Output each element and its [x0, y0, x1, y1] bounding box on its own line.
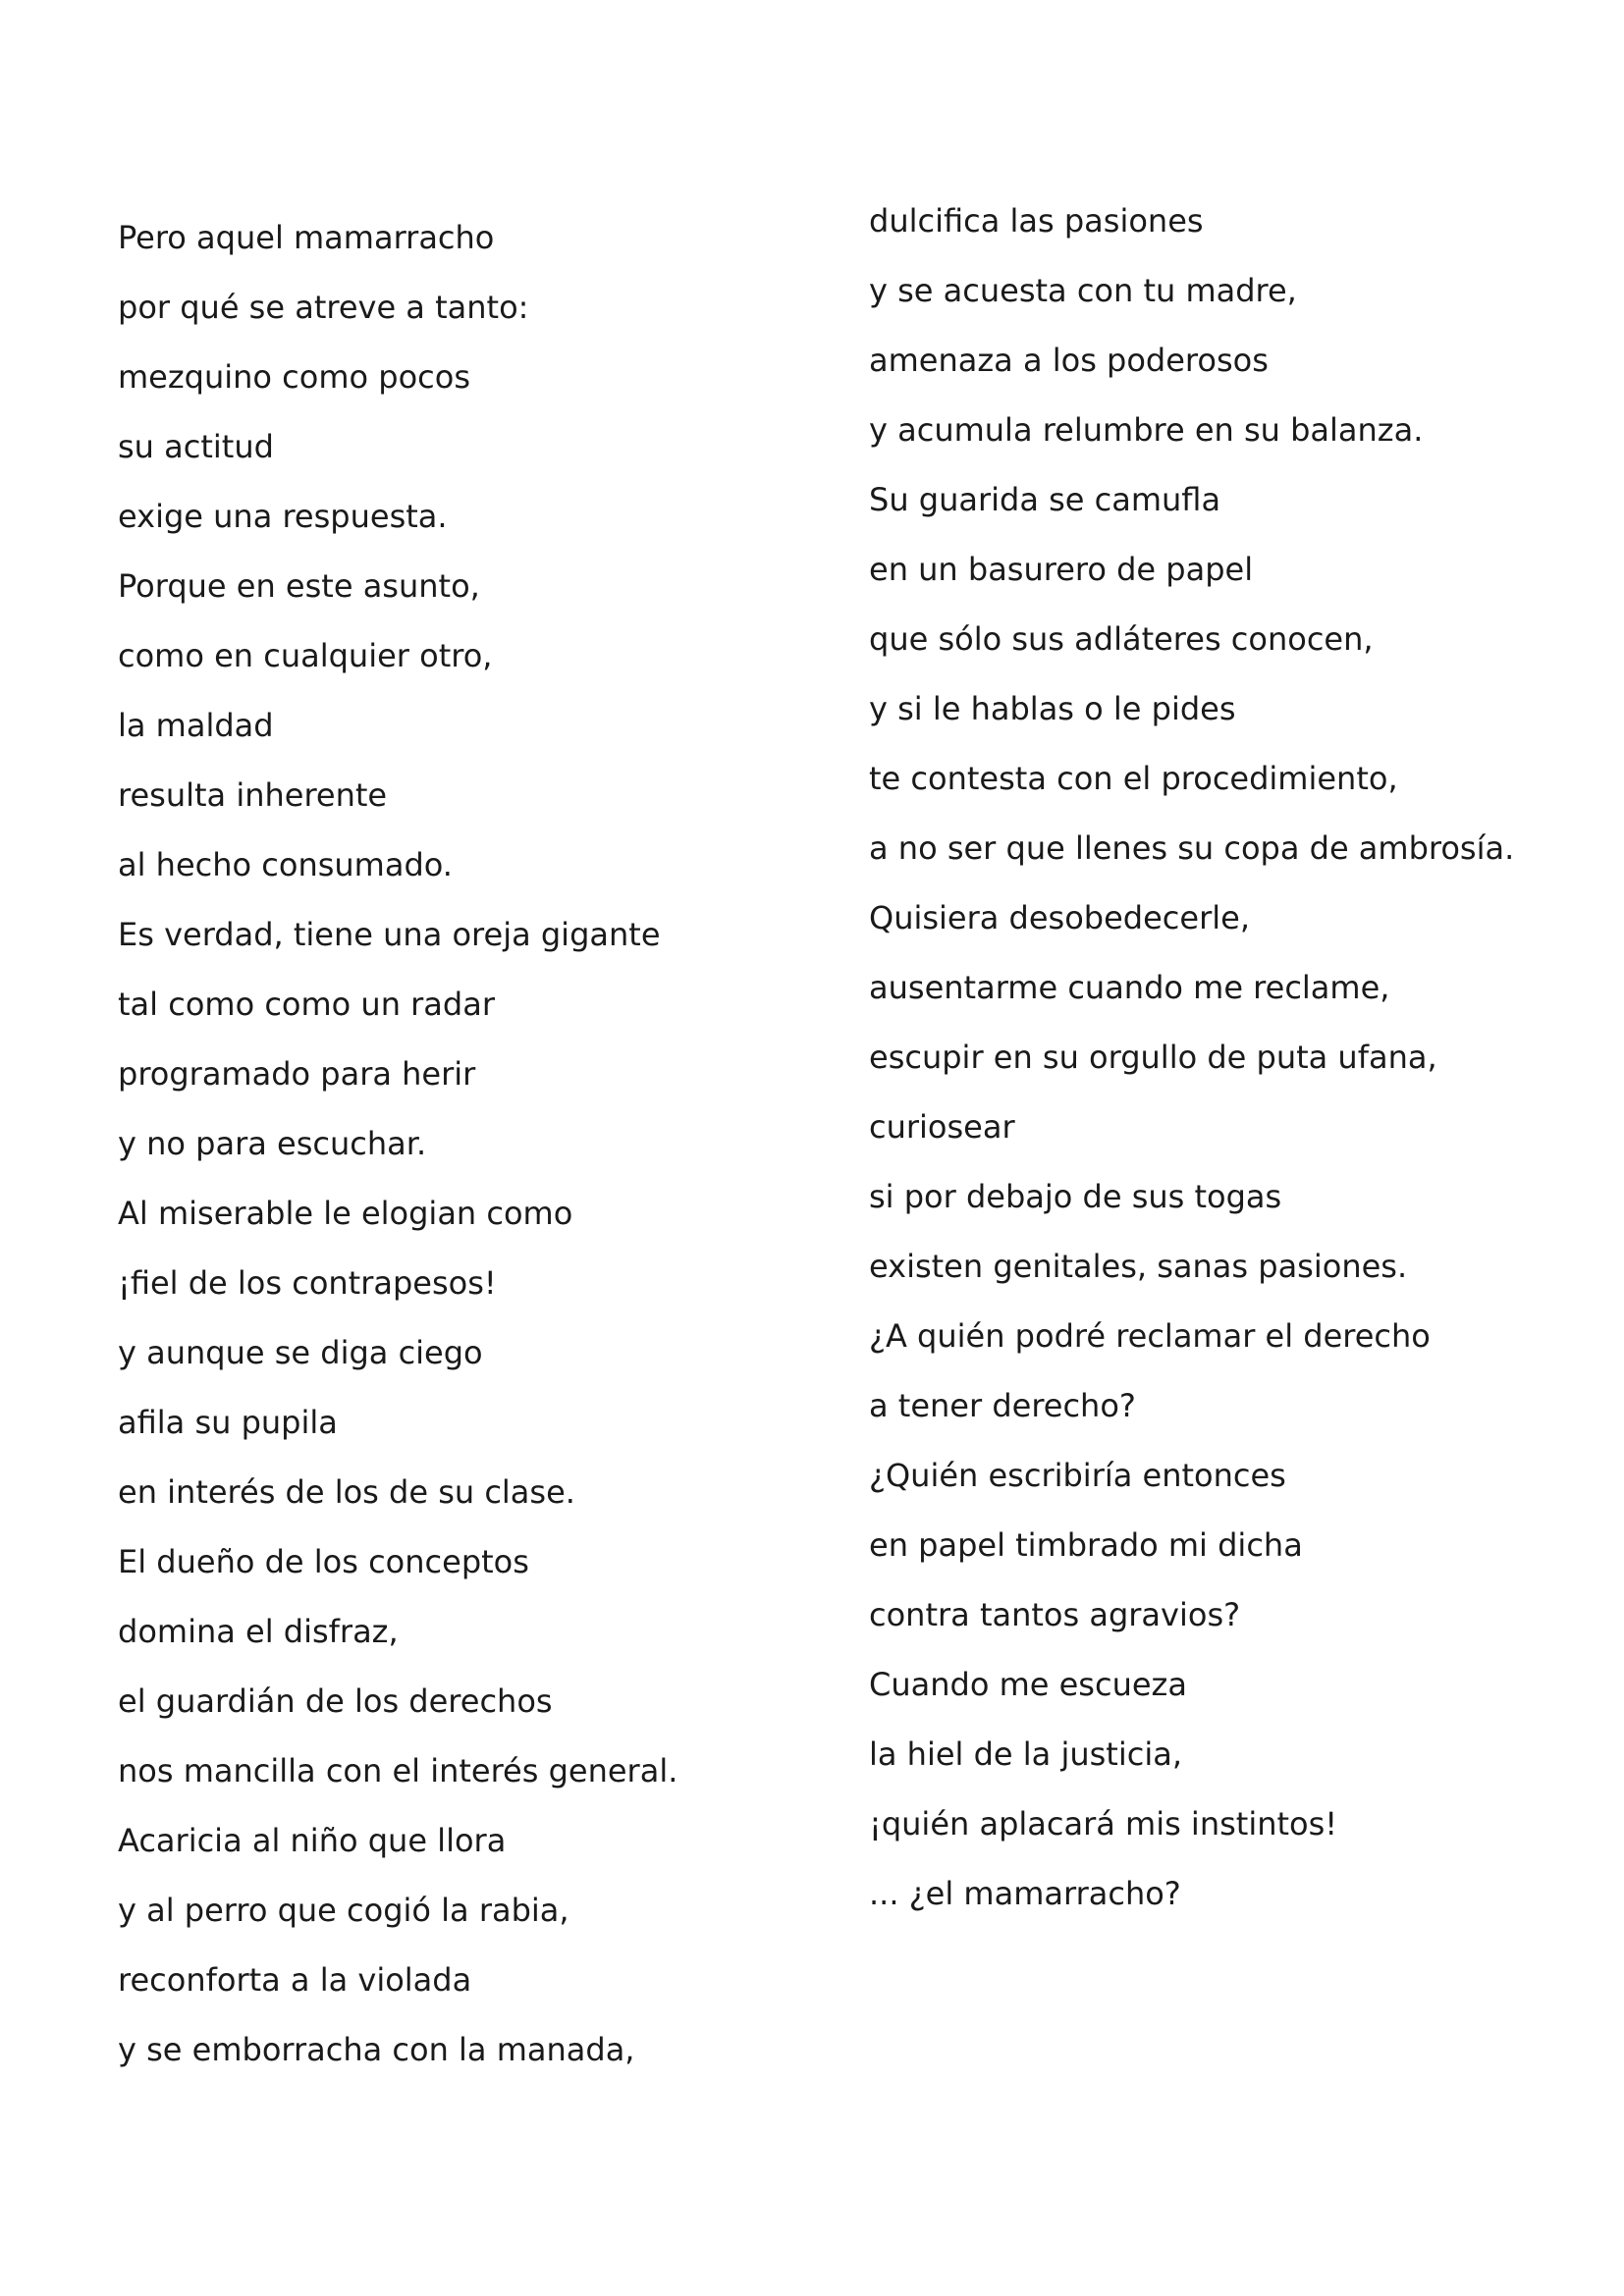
poem-line: y al perro que cogió la rabia,: [118, 1892, 569, 1929]
poem-line: ¡fiel de los contrapesos!: [118, 1264, 497, 1302]
poem-line: la maldad: [118, 707, 274, 744]
poem-column-left: [118, 203, 677, 2085]
poem-line: Al miserable le elogian como: [118, 1195, 573, 1232]
poem-line: Acaricia al niño que llora: [118, 1822, 507, 1859]
poem-line: dulcifica las pasiones: [869, 202, 1204, 240]
poem-line: Porque en este asunto,: [118, 567, 480, 605]
poem-line: tal como como un radar: [118, 986, 495, 1023]
poem-line: y aunque se diga ciego: [118, 1334, 483, 1371]
poem-line: y se emborracha con la manada,: [118, 2031, 635, 2068]
poem-line: resulta inherente: [118, 776, 388, 814]
poem-line: te contesta con el procedimiento,: [869, 760, 1398, 797]
poem-line: Quisiera desobedecerle,: [869, 899, 1250, 936]
poem-line: si por debajo de sus togas: [869, 1178, 1282, 1215]
poem-line: ¡quién aplacará mis instintos!: [869, 1805, 1338, 1842]
poem-line: El dueño de los conceptos: [118, 1543, 529, 1580]
poem-line: nos mancilla con el interés general.: [118, 1752, 678, 1789]
poem-column-right: [869, 187, 1514, 1929]
poem-line: afila su pupila: [118, 1404, 338, 1441]
poem-line: por qué se atreve a tanto:: [118, 289, 529, 326]
poem-line: ... ¿el mamarracho?: [869, 1875, 1181, 1912]
poem-line: y acumula relumbre en su balanza.: [869, 411, 1424, 449]
poem-line: mezquino como pocos: [118, 358, 470, 396]
poem-line: en un basurero de papel: [869, 551, 1254, 588]
poem-line: curiosear: [869, 1108, 1015, 1146]
poem-line: la hiel de la justicia,: [869, 1735, 1182, 1773]
poem-line: su actitud: [118, 428, 274, 465]
poem-line: Cuando me escueza: [869, 1666, 1187, 1703]
poem-line: como en cualquier otro,: [118, 637, 493, 674]
poem-line: reconforta a la violada: [118, 1961, 472, 1999]
poem-line: Su guarida se camufla: [869, 481, 1221, 518]
poem-line: que sólo sus adláteres conocen,: [869, 620, 1374, 658]
poem-line: a no ser que llenes su copa de ambrosía.: [869, 829, 1515, 867]
poem-line: ausentarme cuando me reclame,: [869, 969, 1390, 1006]
poem-line: Es verdad, tiene una oreja gigante: [118, 916, 661, 953]
poem-line: al hecho consumado.: [118, 846, 453, 883]
poem-line: el guardián de los derechos: [118, 1682, 553, 1720]
poem-line: Pero aquel mamarracho: [118, 219, 495, 256]
poem-line: y se acuesta con tu madre,: [869, 272, 1297, 309]
poem-line: existen genitales, sanas pasiones.: [869, 1248, 1408, 1285]
poem-line: y si le hablas o le pides: [869, 690, 1236, 727]
poem-line: domina el disfraz,: [118, 1613, 399, 1650]
poem-line: a tener derecho?: [869, 1387, 1136, 1424]
poem-line: y no para escuchar.: [118, 1125, 427, 1162]
poem-line: amenaza a los poderosos: [869, 342, 1269, 379]
poem-line: escupir en su orgullo de puta ufana,: [869, 1039, 1437, 1076]
poem-line: en interés de los de su clase.: [118, 1473, 575, 1511]
poem-line: contra tantos agravios?: [869, 1596, 1241, 1633]
poem-line: ¿Quién escribiría entonces: [869, 1457, 1286, 1494]
poem-line: ¿A quién podré reclamar el derecho: [869, 1317, 1431, 1355]
poem-line: exige una respuesta.: [118, 498, 448, 535]
poem-line: en papel timbrado mi dicha: [869, 1526, 1303, 1564]
poem-line: programado para herir: [118, 1055, 476, 1093]
